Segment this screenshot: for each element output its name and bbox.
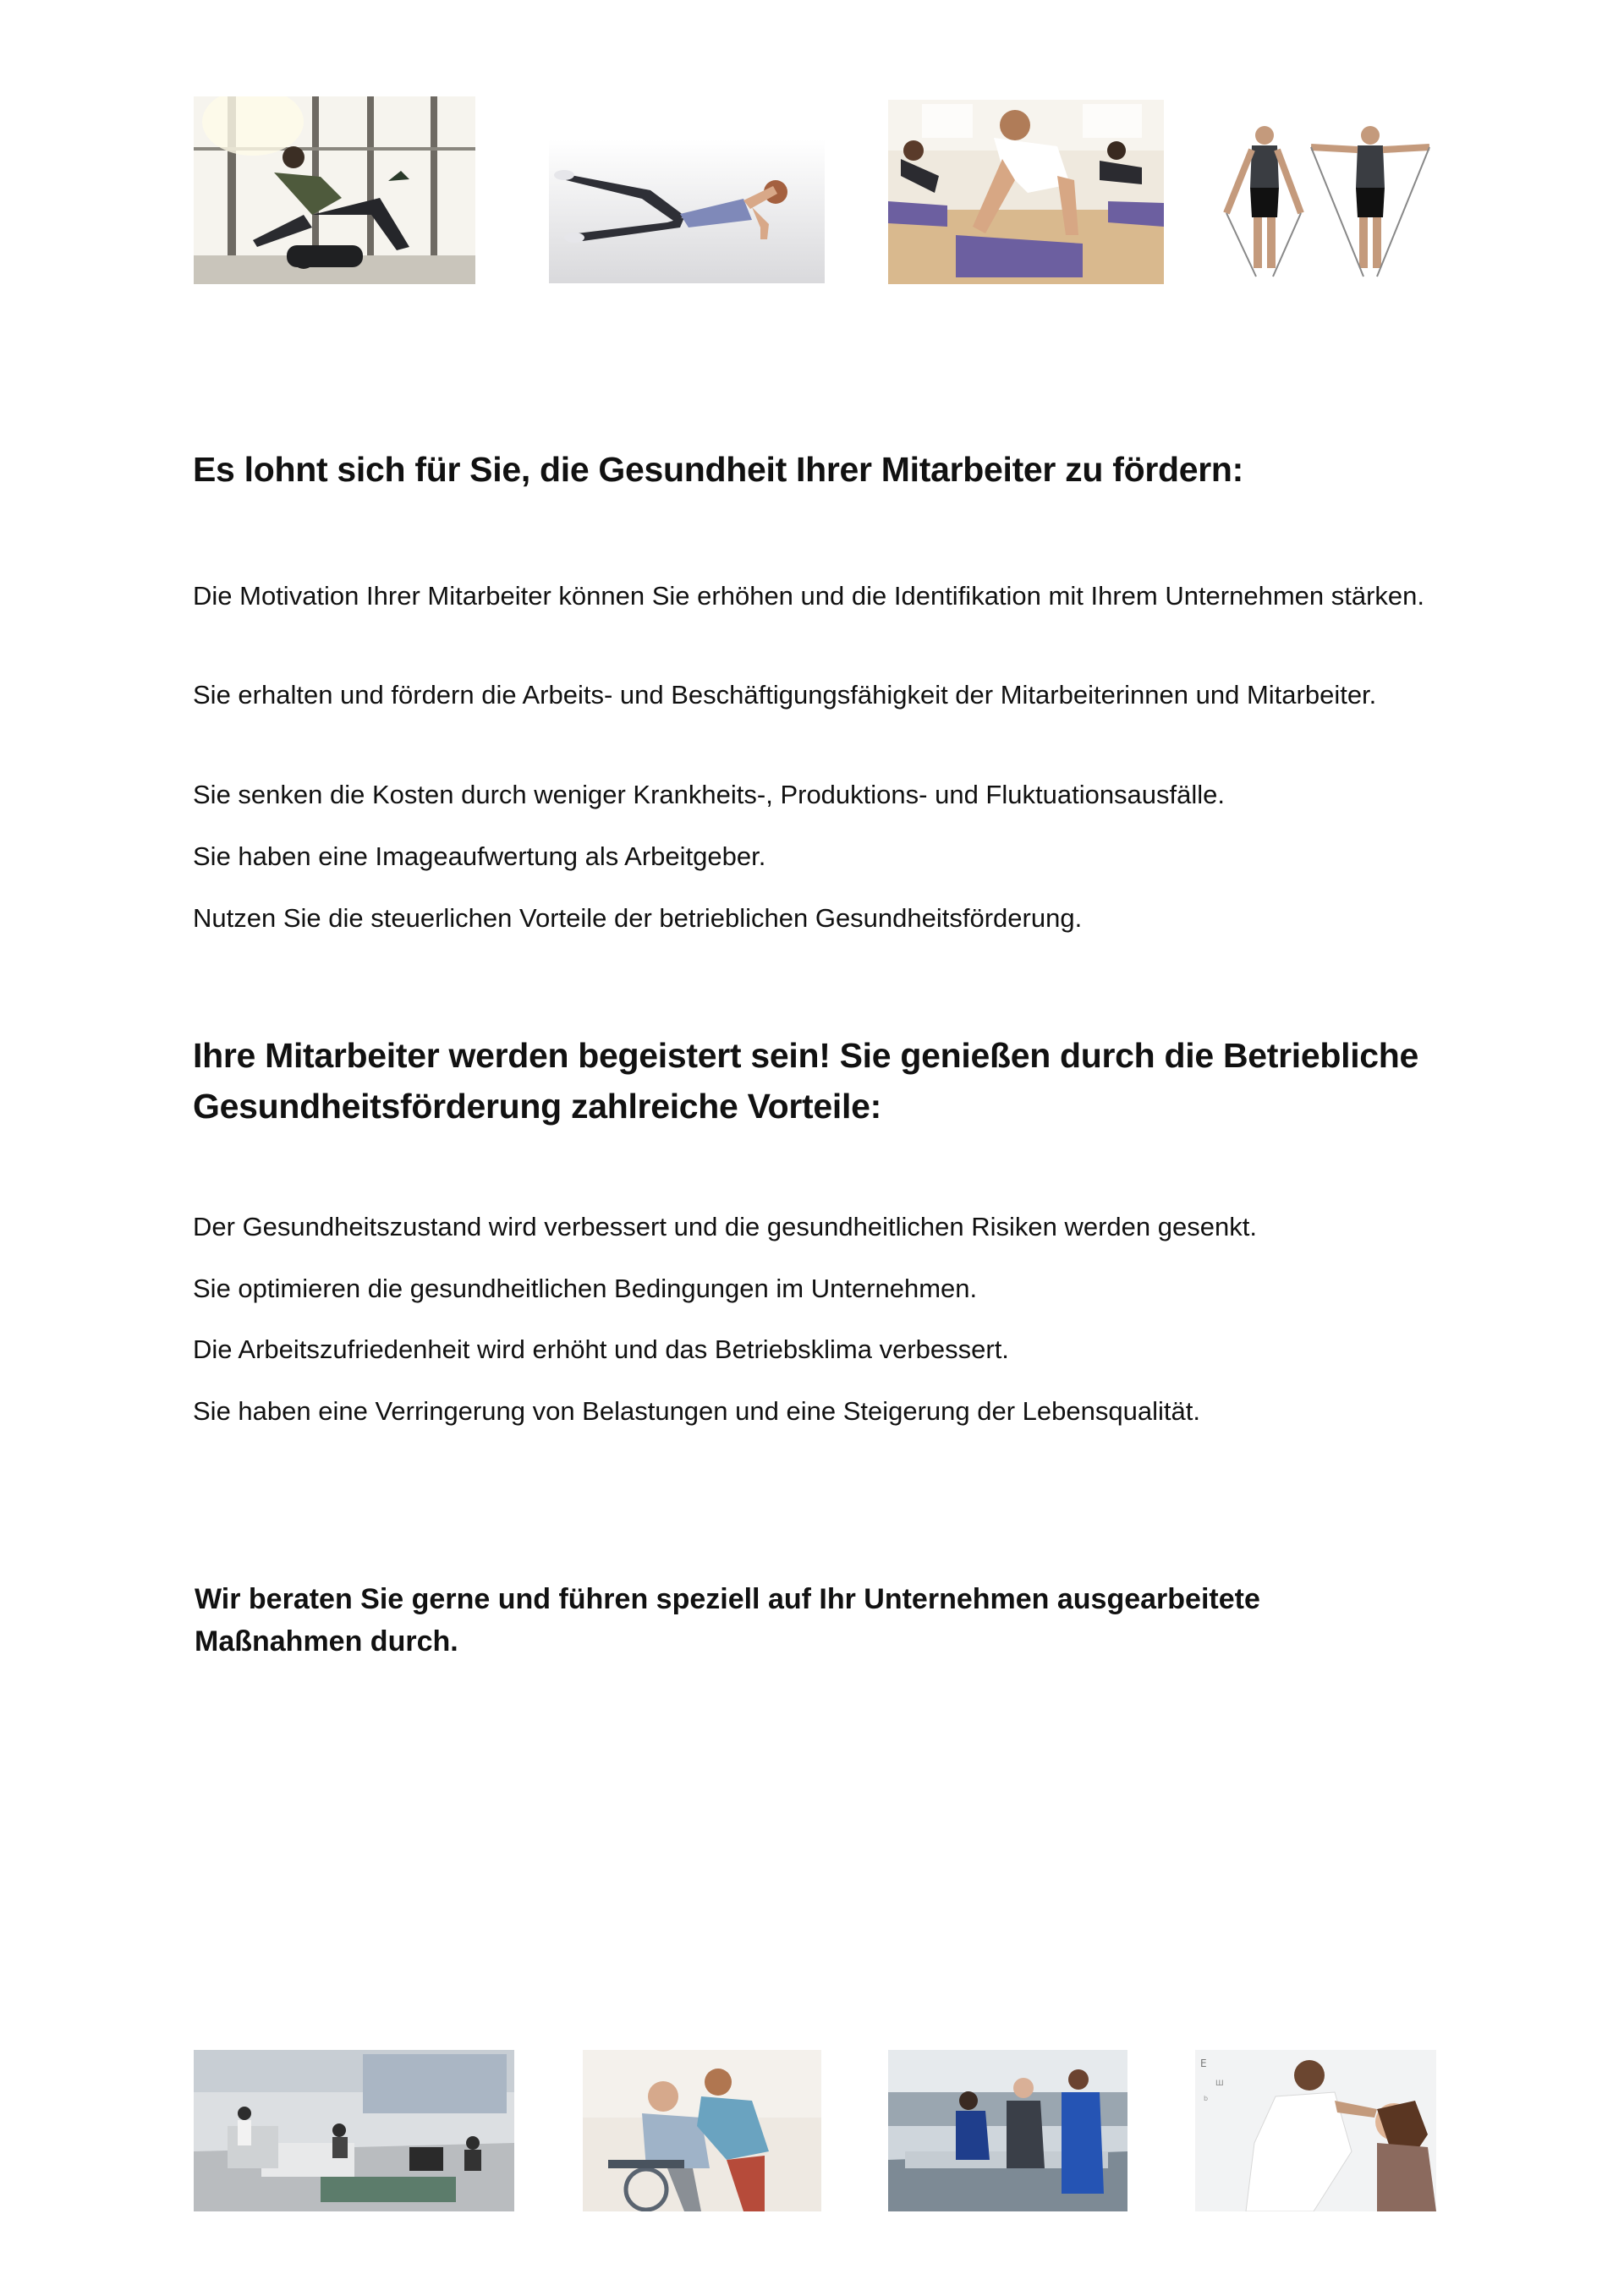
section1-paragraph-3: Sie senken die Kosten durch weniger Krankheits-, Produktions- und Fluktuationsausfälle. xyxy=(193,780,1226,809)
photo-group-plank xyxy=(888,100,1164,284)
section1-paragraph-2: Sie erhalten und fördern die Arbeits- und Beschäftigungsfähigkeit der Mitarbeiterinnen und Mitarbeiter. xyxy=(193,680,1377,710)
svg-text:b: b xyxy=(1204,2095,1209,2102)
photo-woman-side-plank xyxy=(549,140,825,283)
section2-paragraph-1: Der Gesundheitszustand wird verbessert und die gesundheitlichen Risiken werden gesenkt. xyxy=(193,1212,1257,1241)
section1-paragraph-1: Die Motivation Ihrer Mitarbeiter können Sie erhöhen und die Identifikation mit Ihrem Unternehmen stärken. xyxy=(193,581,1425,611)
section2-paragraph-3: Die Arbeitszufriedenheit wird erhöht und das Betriebsklima verbessert. xyxy=(193,1334,1009,1364)
photo-care-wheelchair xyxy=(583,2050,821,2211)
section2-heading: Ihre Mitarbeiter werden begeistert sein! Sie genießen durch die Betriebliche Gesundheitsförderung zahlreiche Vorteile: xyxy=(193,1036,1419,1126)
photo-office-workspace xyxy=(194,2050,514,2211)
section1-paragraph-5: Nutzen Sie die steuerlichen Vorteile der betrieblichen Gesundheitsförderung. xyxy=(193,903,1083,933)
photo-man-resistance-band xyxy=(1218,120,1440,284)
section1-heading: Es lohnt sich für Sie, die Gesundheit Ihrer Mitarbeiter zu fördern: xyxy=(193,450,1243,489)
section2-paragraph-2: Sie optimieren die gesundheitlichen Bedingungen im Unternehmen. xyxy=(193,1274,978,1303)
photo-industrial-workshop xyxy=(888,2050,1127,2211)
section2-paragraph-4: Sie haben eine Verringerung von Belastungen und eine Steigerung der Lebensqualität. xyxy=(193,1396,1200,1426)
closing-statement: Wir beraten Sie gerne und führen speziell auf Ihr Unternehmen ausgearbeitete Maßnahmen durch. xyxy=(195,1583,1260,1658)
photo-man-foam-roller xyxy=(194,96,475,284)
svg-text:E: E xyxy=(1200,2058,1207,2069)
svg-text:Ш: Ш xyxy=(1215,2080,1224,2088)
photo-eye-examination xyxy=(1195,2050,1436,2211)
section1-paragraph-4: Sie haben eine Imageaufwertung als Arbeitgeber. xyxy=(193,841,766,871)
